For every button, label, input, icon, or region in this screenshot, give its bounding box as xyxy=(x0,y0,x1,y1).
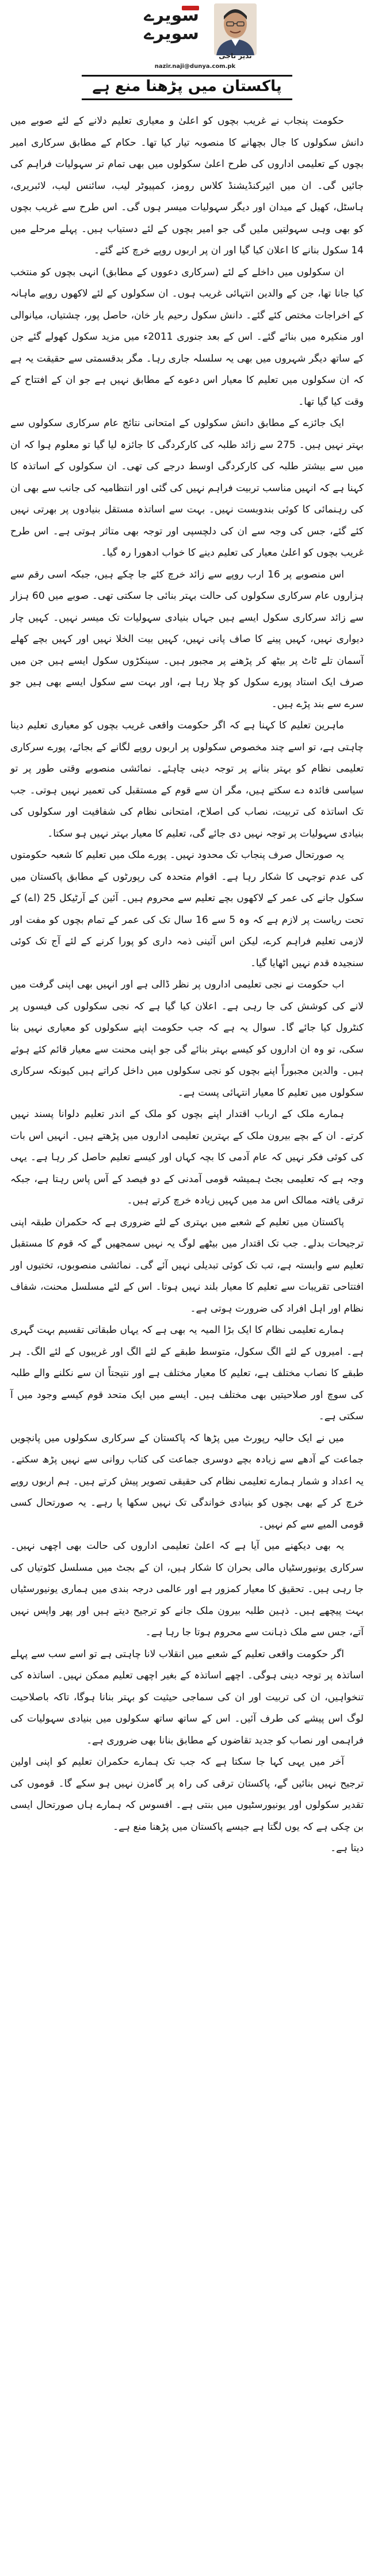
article-paragraph: یہ صورتحال صرف پنجاب تک محدود نہیں۔ پورے ملک میں تعلیم کا شعبہ حکومتوں کی عدم توجہی کا شکار رہا ہے۔ اقوام متحدہ کی رپورٹوں کے مطابق پاکستان میں سکول جانے کی عمر کے لاکھوں بچے تعلیم سے محروم ہیں۔ آئین کے آرٹیکل 25 (اے) کے تحت ریاست پر لازم ہے کہ وہ 5 سے 16 سال تک کی عمر کے تمام بچوں کو مفت اور لازمی تعلیم فراہم کرے، لیکن اس آئینی ذمہ داری کو پورا کرنے کے لئے آج تک کوئی سنجیدہ قدم نہیں اٹھایا گیا۔ xyxy=(10,849,364,969)
article-paragraph: اس منصوبے پر 16 ارب روپے سے زائد خرچ کئے جا چکے ہیں، جبکہ اسی رقم سے ہزاروں عام سرکاری سکولوں کی حالت بہتر بنائی جا سکتی تھی۔ صوبے میں 60 ہزار سے زائد سرکاری سکول ایسے ہیں جہاں بنیادی سہولیات تک میسر نہیں۔ کہیں چار دیواری نہیں، کہیں پینے کا صاف پانی نہیں، کہیں بیت الخلا نہیں اور کہیں بچے کھلے آسمان تلے ٹاٹ پر بیٹھ کر پڑھنے پر مجبور ہیں۔ سینکڑوں سکول ایسے ہیں جن میں صرف ایک استاد پورے سکول کو چلا رہا ہے، اور بہت سے سکول ایسے بھی ہیں جو سرے سے بند پڑے ہیں۔ xyxy=(10,568,364,710)
column-masthead xyxy=(0,3,374,101)
column-logo xyxy=(133,3,257,59)
author-email: nazir.naji@dunya.com.pk xyxy=(154,63,236,70)
article-paragraph: ماہرین تعلیم کا کہنا ہے کہ اگر حکومت واقعی غریب بچوں کو معیاری تعلیم دینا چاہتی ہے، تو اسے چند مخصوص سکولوں پر اربوں روپے لگانے کے بجائے، پورے سرکاری تعلیمی نظام کو بہتر بنانے پر توجہ دینی چاہئے۔ نمائشی منصوبے وقتی طور پر تو سیاسی فائدہ دے سکتے ہیں، مگر ان سے قوم کے مستقبل کی تعمیر نہیں ہوتی۔ جب تک اساتذہ کی تربیت، نصاب کی اصلاح، امتحانی نظام کی شفافیت اور سکولوں کی بنیادی سہولیات پر توجہ نہیں دی جائے گی، تعلیم کا معیار بہتر نہیں ہو سکتا۔ xyxy=(10,720,364,839)
column-title: پاکستان میں پڑھنا منع ہے xyxy=(82,75,292,100)
article-paragraph: میں نے ایک حالیہ رپورٹ میں پڑھا کہ پاکستان کے سرکاری سکولوں میں پانچویں جماعت کے آدھے سے زیادہ بچے دوسری جماعت کی کتاب روانی سے نہیں پڑھ سکتے۔ یہ اعداد و شمار ہمارے تعلیمی نظام کی حقیقی تصویر پیش کرتے ہیں۔ ہم اربوں روپے خرچ کر کے بھی بچوں کو بنیادی خواندگی تک نہیں سکھا پا رہے۔ یہ صورتحال کسی قومی المیے سے کم نہیں۔ xyxy=(10,1432,364,1530)
article-paragraph: اگر حکومت واقعی تعلیم کے شعبے میں انقلاب لانا چاہتی ہے تو اسے سب سے پہلے اساتذہ پر توجہ دینی ہوگی۔ اچھے اساتذہ کے بغیر اچھی تعلیم ممکن نہیں۔ اساتذہ کی تنخواہیں، ان کی تربیت اور ان کی سماجی حیثیت کو بہتر بنانا ہوگا، تاکہ باصلاحیت لوگ اس پیشے کی طرف آئیں۔ اس کے ساتھ ساتھ سکولوں میں بنیادی سہولیات کی فراہمی اور نصاب کو جدید تقاضوں کے مطابق بنانا بھی ضروری ہے۔ xyxy=(10,1648,364,1746)
article-paragraph: پاکستان میں تعلیم کے شعبے میں بہتری کے لئے ضروری ہے کہ حکمران طبقہ اپنی ترجیحات بدلے۔ جب تک اقتدار میں بیٹھے لوگ یہ نہیں سمجھیں گے کہ قوم کا مستقبل تعلیم سے وابستہ ہے، تب تک کوئی تبدیلی نہیں آئے گی۔ نمائشی منصوبوں، تختیوں اور افتتاحی تقریبات سے تعلیم کا معیار بلند نہیں ہوتا۔ اس کے لئے مسلسل محنت، شفاف نظام اور اہل افراد کی ضرورت ہوتی ہے۔ xyxy=(10,1216,364,1314)
author-photo xyxy=(214,3,257,55)
article-paragraph: حکومت پنجاب نے غریب بچوں کو اعلیٰ و معیاری تعلیم دلانے کے لئے صوبے میں دانش سکولوں کا جال بچھانے کا منصوبہ تیار کیا تھا۔ حکام کے مطابق سرکاری امیر بچوں کے تعلیمی اداروں کی طرح اعلیٰ سکولوں میں بھی تمام تر سہولیات فراہم کی جائیں گی۔ ان میں ائیرکنڈیشنڈ کلاس رومز، کمپیوٹر لیب، سائنس لیب، لائبریری، ہاسٹل، کھیل کے میدان اور دیگر سہولیات میسر ہوں گی۔ اس طرح سے غریب بچوں کو بھی وہی سہولتیں ملیں گی جو امیر بچوں کے لئے دستیاب ہیں۔ پہلے مرحلے میں 14 سکول بنانے کا اعلان کیا گیا اور ان پر اربوں روپے خرچ کئے گئے۔ xyxy=(10,115,364,256)
column-title-wrap xyxy=(0,75,374,100)
logo-line-1: سویرے xyxy=(144,5,199,25)
article-paragraph: یہ بھی دیکھنے میں آیا ہے کہ اعلیٰ تعلیمی اداروں کی حالت بھی اچھی نہیں۔ سرکاری یونیورسٹیاں مالی بحران کا شکار ہیں، ان کے بجٹ میں مسلسل کٹوتیاں کی جا رہی ہیں۔ تحقیق کا معیار کمزور ہے اور عالمی درجہ بندی میں ہماری یونیورسٹیاں بہت پیچھے ہیں۔ ذہین طلبہ بیرون ملک جانے کو ترجیح دیتے ہیں اور پھر واپس نہیں آتے، جس سے ملک ذہانت سے محروم ہوتا جا رہا ہے۔ xyxy=(10,1540,364,1638)
logo-line-2: سویرے xyxy=(144,24,199,44)
column-logo-text xyxy=(133,7,209,43)
article-paragraph: ان سکولوں میں داخلے کے لئے (سرکاری دعووں کے مطابق) انہی بچوں کو منتخب کیا جانا تھا، جن کے والدین انتہائی غریب ہوں۔ ان سکولوں کے لئے لاکھوں روپے ماہانہ کے اخراجات مختص کئے گئے۔ دانش سکول رحیم یار خان، حاصل پور، چشتیاں، میانوالی اور منکیرہ میں بنائے گئے۔ اس کے بعد جنوری 2011ء میں مزید سکول کھولے گئے جن کے ساتھ دیگر شہروں میں بھی یہ سلسلہ جاری رہا۔ مگر بدقسمتی سے حقیقت یہ ہے کہ ان سکولوں میں تعلیم کا معیار اس دعوے کے مطابق نہیں ہے جو ان کے افتتاح کے وقت کیا گیا تھا۔ xyxy=(10,266,364,408)
article-paragraph: آخر میں یہی کہا جا سکتا ہے کہ جب تک ہمارے حکمران تعلیم کو اپنی اولین ترجیح نہیں بنائیں گے، پاکستان ترقی کی راہ پر گامزن نہیں ہو سکے گا۔ قوموں کی تقدیر سکولوں اور یونیورسٹیوں میں بنتی ہے۔ افسوس کہ ہمارے ہاں صورتحال ایسی بن چکی ہے کہ یوں لگتا ہے جیسے پاکستان میں پڑھنا منع ہے۔ xyxy=(10,1756,364,1833)
article-paragraph: ہمارے تعلیمی نظام کا ایک بڑا المیہ یہ بھی ہے کہ یہاں طبقاتی تقسیم بہت گہری ہے۔ امیروں کے لئے الگ سکول، متوسط طبقے کے لئے الگ اور غریبوں کے لئے الگ۔ ہر طبقے کا نصاب مختلف ہے، تعلیم کا معیار مختلف ہے اور نتیجتاً ان سے نکلنے والے طلبہ کی سوچ اور صلاحیتیں بھی مختلف ہیں۔ ایسے میں ایک متحد قوم کیسے وجود میں آ سکتی ہے۔ xyxy=(10,1324,364,1422)
article-paragraph: ہمارے ملک کے ارباب اقتدار اپنے بچوں کو ملک کے اندر تعلیم دلوانا پسند نہیں کرتے۔ ان کے بچے بیرون ملک کے بہترین تعلیمی اداروں میں پڑھتے ہیں۔ انہیں اس بات کی کوئی فکر نہیں کہ عام آدمی کا بچہ کہاں اور کیسے تعلیم حاصل کر رہا ہے۔ یہی وجہ ہے کہ تعلیمی بجٹ ہمیشہ قومی آمدنی کے دو فیصد کے آس پاس رہتا ہے، جبکہ ترقی یافتہ ممالک اس مد میں کہیں زیادہ خرچ کرتے ہیں۔ xyxy=(10,1108,364,1206)
column-body xyxy=(10,111,364,1860)
article-paragraph: اب حکومت نے نجی تعلیمی اداروں پر نظر ڈالی ہے اور انہیں بھی اپنی گرفت میں لانے کی کوشش کی جا رہی ہے۔ اعلان کیا گیا ہے کہ نجی سکولوں کی فیسوں پر کنٹرول کیا جائے گا۔ سوال یہ ہے کہ جب حکومت اپنے سکولوں کو معیاری نہیں بنا سکی، تو وہ ان اداروں کو کیسے بہتر بنائے گی جو اپنی محنت سے معیار قائم کئے ہوئے ہیں۔ والدین مجبوراً اپنے بچوں کو نجی سکولوں میں داخل کراتے ہیں کیونکہ سرکاری سکولوں میں تعلیم کا معیار انتہائی پست ہے۔ xyxy=(10,979,364,1099)
article-signoff: دیتا ہے۔ xyxy=(330,1842,364,1854)
author-portrait-icon xyxy=(214,3,257,55)
author-name: نذیر ناجی xyxy=(219,52,252,60)
article-paragraph: ایک جائزے کے مطابق دانش سکولوں کے امتحانی نتائج عام سرکاری سکولوں سے بہتر نہیں ہیں۔ 275 سے زائد طلبہ کی کارکردگی کا جائزہ لیا گیا تو معلوم ہوا کہ ان میں سے بیشتر طلبہ کی کارکردگی اوسط درجے کی تھی۔ ان سکولوں کے اساتذہ کا کہنا ہے کہ انہیں مناسب تربیت فراہم نہیں کی گئی اور انتظامیہ کی جانب سے بھی ان کی رہنمائی کا کوئی بندوبست نہیں۔ بہت سے اساتذہ مستقل بنیادوں پر بھرتی نہیں کئے گئے، جس کی وجہ سے ان کی دلچسپی اور توجہ بھی متاثر ہوتی ہے۔ اس طرح غریب بچوں کو اعلیٰ معیار کی تعلیم دینے کا خواب ادھورا رہ گیا۔ xyxy=(10,417,364,558)
